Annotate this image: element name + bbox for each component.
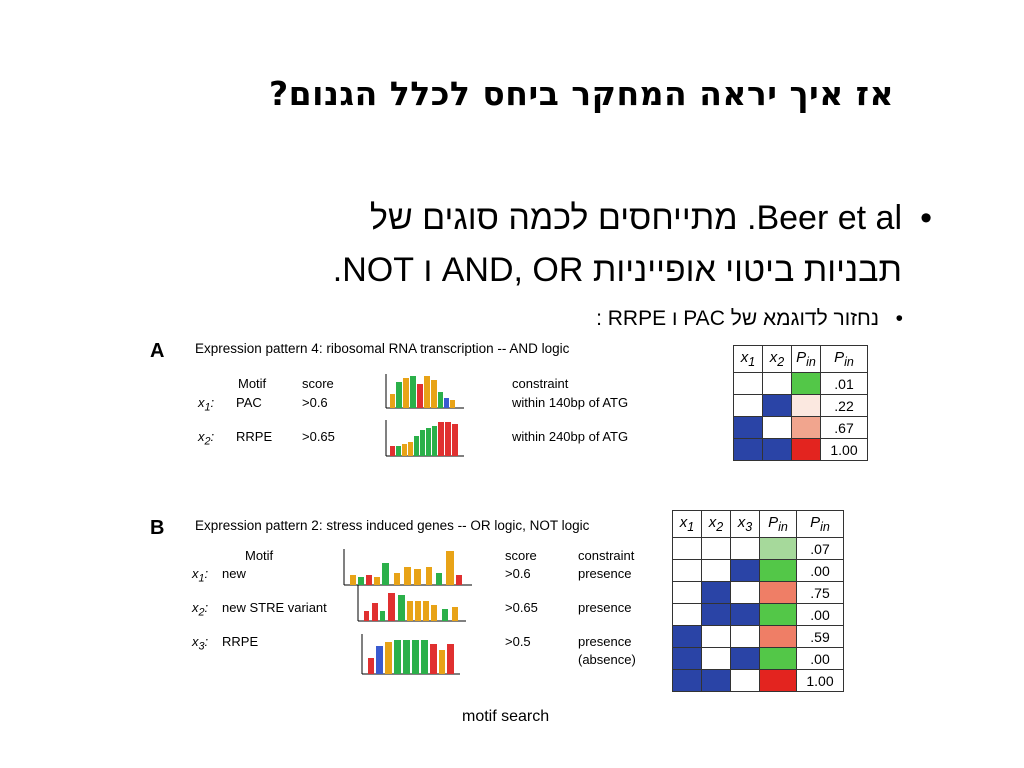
rrpe-b-sequence-logo (354, 630, 464, 680)
bullet-1 (142, 192, 932, 296)
figure-a-probability-table (733, 345, 868, 461)
figure-b-var-x2: $x_2$: (192, 600, 209, 619)
rrpe-sequence-logo (378, 416, 468, 462)
pin-value: 1.00 (797, 670, 844, 692)
bullet-1-line-2: תבניות ביטוי אופייניות AND, OR ו NOT. (332, 251, 902, 289)
pac-sequence-logo (378, 368, 468, 414)
col-pin-color: $P_{in}$ (760, 511, 797, 538)
figure-b-constraint-3: presence (578, 634, 632, 649)
figure-a-score-2: >0.65 (302, 429, 335, 444)
table-row (734, 395, 868, 417)
pin-value: .00 (797, 648, 844, 670)
figure-b-score-1: >0.6 (505, 566, 531, 581)
stre-variant-sequence-logo (350, 581, 470, 627)
pin-value: .22 (821, 395, 868, 417)
pin-value: .00 (797, 560, 844, 582)
pin-value: .67 (821, 417, 868, 439)
pin-value: .00 (797, 604, 844, 626)
table-row (673, 626, 844, 648)
table-row (673, 582, 844, 604)
figure-b-col-constraint: constraint (578, 548, 635, 563)
table-row (673, 604, 844, 626)
table-row (734, 439, 868, 461)
figure-a-var-x1: $x_1$: (198, 395, 215, 414)
figure-caption: motif search (462, 708, 550, 725)
pin-value: .59 (797, 626, 844, 648)
table-row (673, 670, 844, 692)
table-row (734, 373, 868, 395)
figure-b-header: Expression pattern 2: stress induced genes -- OR logic, NOT logic (195, 518, 590, 533)
figure-a-score-1: >0.6 (302, 395, 328, 410)
figure-b-probability-table (672, 510, 844, 692)
table-row (734, 417, 868, 439)
figure-b-motif-2: new STRE variant (222, 600, 327, 615)
bullet-2 (379, 307, 903, 331)
figure-b-var-x3: $x_3$: (192, 634, 209, 653)
pin-value: .01 (821, 373, 868, 395)
figure-b-motif-3: RRPE (222, 634, 259, 649)
figure-b-score-2: >0.65 (505, 600, 538, 615)
col-x2: $x_2$ (763, 346, 792, 373)
figure-b-constraint-2: presence (578, 600, 632, 615)
figure-b-score-3: >0.5 (505, 634, 531, 649)
figure-a-col-motif: Motif (238, 376, 267, 391)
col-x2: $x_2$ (702, 511, 731, 538)
figure-b-motif-1: new (222, 566, 246, 581)
col-pin-color: $P_{in}$ (792, 346, 821, 373)
figure-b-letter: B (150, 517, 165, 539)
table-row (673, 648, 844, 670)
figure-a-letter: A (150, 340, 165, 362)
figure-b-col-motif: Motif (245, 548, 274, 563)
col-x3: $x_3$ (731, 511, 760, 538)
bullet-marker: • (920, 199, 932, 237)
table-row (673, 560, 844, 582)
pin-value: .75 (797, 582, 844, 604)
figure-a-motif-2: RRPE (236, 429, 273, 444)
col-x1: $x_1$ (673, 511, 702, 538)
figure-a-var-x2: $x_2$: (198, 429, 215, 448)
bullet-marker: • (895, 307, 903, 330)
col-pin-value: $P_{in}$ (797, 511, 844, 538)
figure-b-col-score: score (505, 548, 537, 563)
figure-a-col-constraint: constraint (512, 376, 569, 391)
col-x1: $x_1$ (734, 346, 763, 373)
pin-value: 1.00 (821, 439, 868, 461)
figure-b-constraint-1: presence (578, 566, 632, 581)
col-pin-value: $P_{in}$ (821, 346, 868, 373)
figure-a-col-score: score (302, 376, 334, 391)
figure-a-header: Expression pattern 4: ribosomal RNA transcription -- AND logic (195, 341, 570, 356)
pin-value: .07 (797, 538, 844, 560)
bullet-1-line-1: Beer et al. מתייחסים לכמה סוגים של (369, 199, 902, 237)
figure-a-motif-1: PAC (236, 395, 262, 410)
figure-b-var-x1: $x_1$: (192, 566, 209, 585)
figure-b-constraint-3b: (absence) (578, 652, 636, 667)
figure-a-constraint-2: within 240bp of ATG (512, 429, 629, 444)
figure-a-constraint-1: within 140bp of ATG (512, 395, 629, 410)
bullet-2-text: נחזור לדוגמא של PAC ו RRPE : (596, 307, 879, 330)
table-row (673, 538, 844, 560)
slide-title: אז איך יראה המחקר ביחס לכלל הגנום? (269, 74, 894, 113)
